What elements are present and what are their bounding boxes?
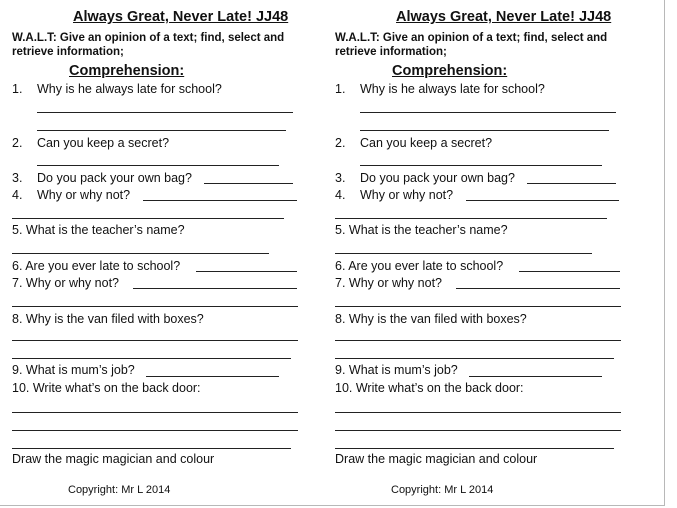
answer-line[interactable]	[12, 430, 298, 431]
answer-line[interactable]	[12, 253, 269, 254]
question-text: Do you pack your own bag?	[360, 171, 515, 185]
worksheet-title: Always Great, Never Late! JJ48	[396, 9, 612, 25]
question-4	[335, 188, 453, 202]
question-text: Can you keep a secret?	[37, 136, 170, 150]
question-10: 10. Write what’s on the back door:	[335, 381, 524, 395]
answer-line[interactable]	[143, 200, 297, 201]
draw-instruction: Draw the magic magician and colour	[12, 452, 215, 466]
answer-line[interactable]	[37, 112, 293, 113]
question-9: 9. What is mum’s job?	[12, 363, 135, 377]
answer-line[interactable]	[37, 130, 286, 131]
question-1	[12, 82, 222, 96]
question-number: 1.	[12, 82, 23, 96]
question-9: 9. What is mum’s job?	[335, 363, 458, 377]
answer-line[interactable]	[146, 376, 279, 377]
question-6: 6. Are you ever late to school?	[12, 259, 181, 273]
question-text: Why is he always late for school?	[360, 82, 545, 96]
answer-line[interactable]	[360, 130, 609, 131]
worksheet-right	[323, 0, 645, 505]
answer-line[interactable]	[133, 288, 297, 289]
question-text: Why or why not?	[360, 188, 454, 202]
answer-line[interactable]	[12, 306, 298, 307]
walt-line-1: W.A.L.T: Give an opinion of a text; find, select and	[12, 32, 285, 44]
question-text: Why or why not?	[37, 188, 131, 202]
question-4	[12, 188, 130, 202]
question-2	[335, 136, 492, 150]
answer-line[interactable]	[360, 165, 602, 166]
worksheet-title: Always Great, Never Late! JJ48	[73, 9, 289, 25]
question-3	[335, 171, 515, 185]
answer-line[interactable]	[12, 358, 291, 359]
answer-line[interactable]	[335, 306, 621, 307]
question-number: 2.	[12, 136, 23, 150]
question-5: 5. What is the teacher’s name?	[335, 223, 508, 237]
question-7: 7. Why or why not?	[335, 276, 442, 290]
answer-line[interactable]	[12, 340, 298, 341]
copyright: Copyright: Mr L 2014	[391, 484, 494, 496]
worksheet-left	[0, 0, 322, 505]
answer-line[interactable]	[519, 271, 620, 272]
answer-line[interactable]	[12, 448, 291, 449]
question-number: 4.	[335, 188, 346, 202]
question-8: 8. Why is the van filed with boxes?	[12, 312, 204, 326]
question-7: 7. Why or why not?	[12, 276, 119, 290]
question-10: 10. Write what’s on the back door:	[12, 381, 201, 395]
answer-line[interactable]	[196, 271, 297, 272]
answer-line[interactable]	[335, 430, 621, 431]
draw-instruction: Draw the magic magician and colour	[335, 452, 538, 466]
answer-line[interactable]	[12, 412, 298, 413]
question-number: 3.	[335, 171, 346, 185]
answer-line[interactable]	[204, 183, 293, 184]
answer-line[interactable]	[527, 183, 616, 184]
answer-line[interactable]	[466, 200, 619, 201]
question-text: Do you pack your own bag?	[37, 171, 192, 185]
question-number: 4.	[12, 188, 23, 202]
question-6: 6. Are you ever late to school?	[335, 259, 504, 273]
answer-line[interactable]	[335, 358, 614, 359]
question-text: Why is he always late for school?	[37, 82, 222, 96]
question-number: 2.	[335, 136, 346, 150]
answer-line[interactable]	[469, 376, 602, 377]
walt-line-2: retrieve information;	[12, 46, 124, 58]
answer-line[interactable]	[335, 340, 621, 341]
question-number: 3.	[12, 171, 23, 185]
copyright: Copyright: Mr L 2014	[68, 484, 171, 496]
question-text: Can you keep a secret?	[360, 136, 493, 150]
question-8: 8. Why is the van filed with boxes?	[335, 312, 527, 326]
walt-line-1: W.A.L.T: Give an opinion of a text; find, select and	[335, 32, 608, 44]
answer-line[interactable]	[335, 412, 621, 413]
answer-line[interactable]	[335, 218, 607, 219]
question-5: 5. What is the teacher’s name?	[12, 223, 185, 237]
question-1	[335, 82, 545, 96]
answer-line[interactable]	[335, 253, 592, 254]
question-3	[12, 171, 192, 185]
comprehension-heading: Comprehension:	[69, 63, 185, 79]
answer-line[interactable]	[456, 288, 620, 289]
comprehension-heading: Comprehension:	[392, 63, 508, 79]
question-2	[12, 136, 169, 150]
answer-line[interactable]	[12, 218, 284, 219]
answer-line[interactable]	[360, 112, 616, 113]
walt-line-2: retrieve information;	[335, 46, 447, 58]
answer-line[interactable]	[335, 448, 614, 449]
question-number: 1.	[335, 82, 346, 96]
answer-line[interactable]	[37, 165, 279, 166]
